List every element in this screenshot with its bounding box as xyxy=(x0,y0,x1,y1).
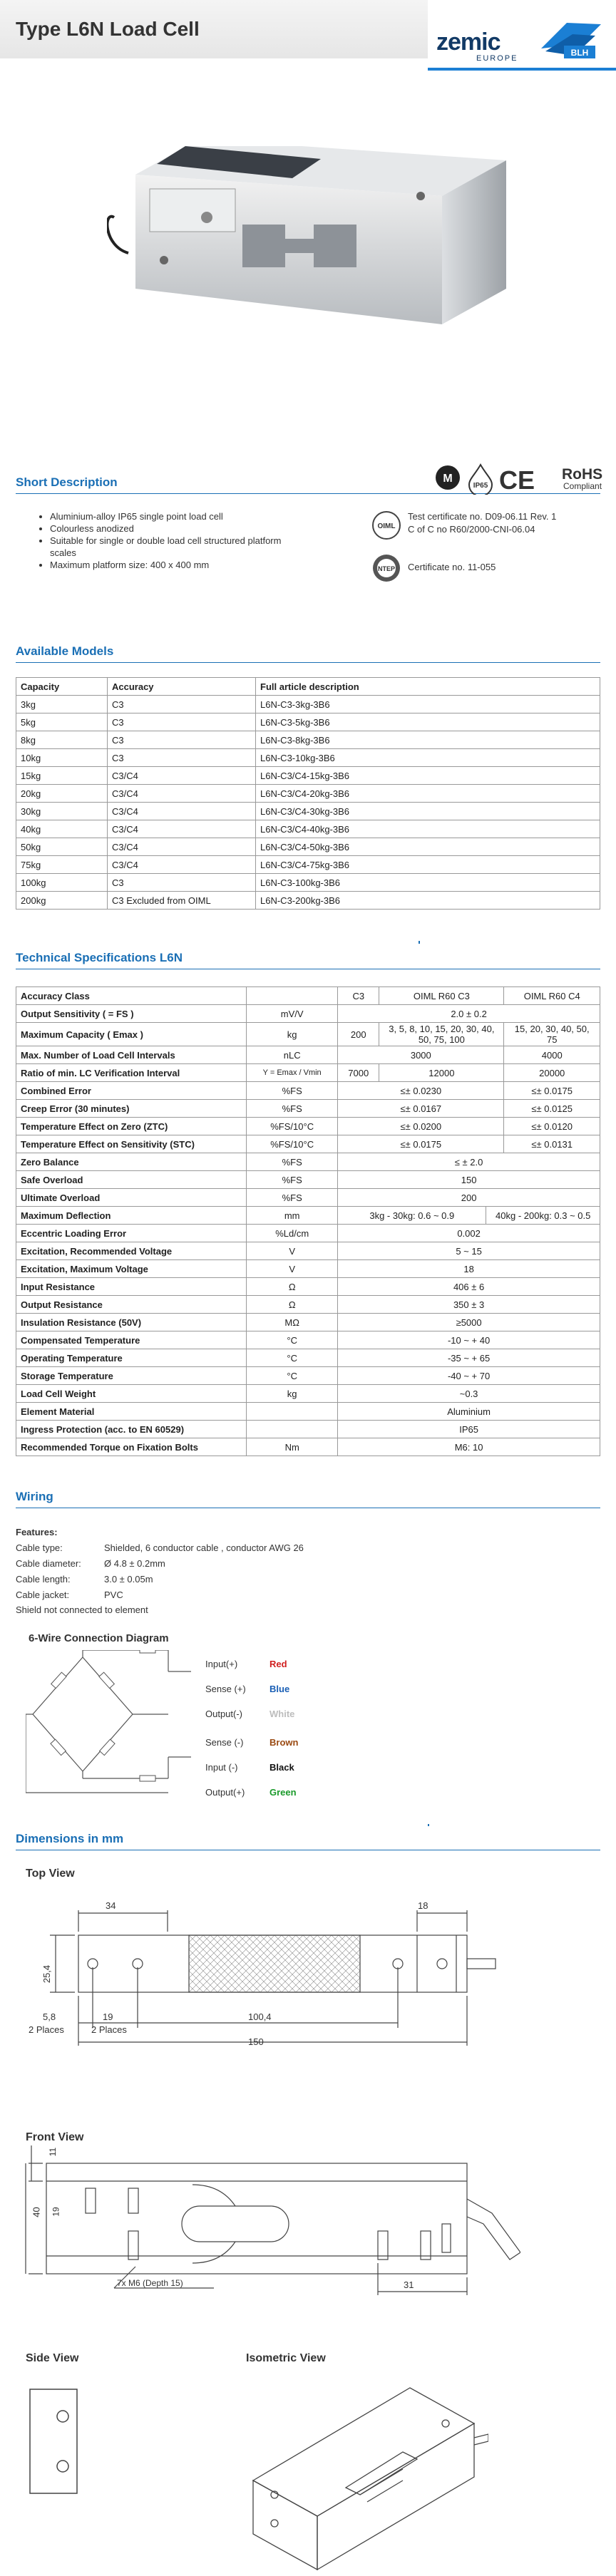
spec-unit: V xyxy=(247,1242,338,1260)
spec-value: 0.002 xyxy=(338,1225,600,1242)
feature-key: Cable type: xyxy=(16,1542,63,1553)
spec-unit: °C xyxy=(247,1331,338,1349)
wire-color: Black xyxy=(270,1762,294,1773)
spec-value: 7000 xyxy=(338,1064,379,1082)
spec-value: 3, 5, 8, 10, 15, 20, 30, 40, 50, 75, 100 xyxy=(379,1023,504,1046)
spec-value: -35 ~ + 65 xyxy=(338,1349,600,1367)
table-row xyxy=(16,1100,600,1118)
spec-value: ≤± 0.0125 xyxy=(504,1100,600,1118)
spec-label: Temperature Effect on Zero (ZTC) xyxy=(16,1118,247,1135)
table-row xyxy=(16,1421,600,1438)
page-header xyxy=(0,0,616,71)
spec-label: Compensated Temperature xyxy=(16,1331,247,1349)
feature-value: Shielded, 6 conductor cable , conductor AWG 26 xyxy=(104,1542,304,1553)
spec-unit: %FS xyxy=(247,1189,338,1207)
spec-value: ≤± 0.0200 xyxy=(338,1118,504,1135)
test-certificate: Test certificate no. D09-06.11 Rev. 1 xyxy=(408,511,557,522)
rohs-icon: RoHS xyxy=(562,466,603,483)
short-description-heading: Short Description xyxy=(16,475,118,489)
table-row xyxy=(16,838,600,856)
feature-value: PVC xyxy=(104,1590,123,1600)
brand-logo-sub: EUROPE xyxy=(476,54,518,63)
spec-unit: °C xyxy=(247,1367,338,1385)
table-row xyxy=(16,856,600,874)
models-table-body xyxy=(16,696,600,910)
table-row xyxy=(16,1118,600,1135)
spec-value: ≤ ± 2.0 xyxy=(338,1153,600,1171)
table-cell: 100kg xyxy=(16,874,108,892)
spec-label: Combined Error xyxy=(16,1082,247,1100)
spec-value: ≤± 0.0120 xyxy=(504,1118,600,1135)
spec-label: Safe Overload xyxy=(16,1171,247,1189)
table-row xyxy=(16,1171,600,1189)
page-title: Type L6N Load Cell xyxy=(16,18,200,40)
spec-label: Excitation, Maximum Voltage xyxy=(16,1260,247,1278)
table-row xyxy=(16,749,600,767)
table-cell: C3 xyxy=(108,696,256,713)
table-row xyxy=(16,785,600,803)
dimensions-heading: Dimensions in mm xyxy=(16,1832,124,1845)
wire-color: Green xyxy=(270,1787,297,1798)
dim-18: 18 xyxy=(418,1900,428,1911)
wire-color: Blue xyxy=(270,1684,290,1694)
spec-label: Zero Balance xyxy=(16,1153,247,1171)
table-row xyxy=(16,767,600,785)
spec-label: Load Cell Weight xyxy=(16,1385,247,1403)
table-row xyxy=(16,1189,600,1207)
table-row xyxy=(16,1082,600,1100)
brand-logo: zemic xyxy=(436,29,500,56)
table-row xyxy=(16,1296,600,1314)
table-row xyxy=(16,1331,600,1349)
side-view-drawing xyxy=(29,2388,78,2495)
spec-value: 5 ~ 15 xyxy=(338,1242,600,1260)
spec-unit: %FS/10°C xyxy=(247,1135,338,1153)
spec-value: 3kg - 30kg: 0.6 ~ 0.9 xyxy=(338,1207,486,1225)
decorative-dot xyxy=(419,941,420,944)
spec-label: Input Resistance xyxy=(16,1278,247,1296)
available-models-heading: Available Models xyxy=(16,644,114,658)
spec-value: 200 xyxy=(338,1189,600,1207)
list-item: • Suitable for single or double load cell structured platform scales xyxy=(50,535,285,559)
spec-value: OIML R60 C4 xyxy=(504,987,600,1005)
wire-color: Brown xyxy=(270,1737,299,1748)
dim-11: 11 xyxy=(48,2147,58,2157)
spec-value: ≤± 0.0131 xyxy=(504,1135,600,1153)
dim-19: 19 xyxy=(103,2011,113,2022)
table-cell: C3/C4 xyxy=(108,785,256,803)
table-row xyxy=(16,820,600,838)
oiml-badge-text: OIML xyxy=(377,522,396,530)
table-cell: 20kg xyxy=(16,785,108,803)
certification-icons xyxy=(433,462,612,495)
side-view-heading: Side View xyxy=(26,2352,79,2364)
table-cell: C3 xyxy=(108,731,256,749)
m-mark-icon: M xyxy=(443,473,453,485)
dim-19-front: 19 xyxy=(51,2207,61,2217)
table-cell: 200kg xyxy=(16,892,108,910)
wire-name: Output(-) xyxy=(205,1709,243,1719)
ntep-badge-text: NTEP xyxy=(377,565,396,572)
spec-unit xyxy=(247,1403,338,1421)
diagram-title: 6-Wire Connection Diagram xyxy=(29,1632,169,1644)
spec-label: Ratio of min. LC Verification Interval xyxy=(16,1064,247,1082)
spec-unit: %FS xyxy=(247,1082,338,1100)
table-cell: C3 xyxy=(108,713,256,731)
ntep-badge-icon xyxy=(371,552,402,584)
wiring-heading: Wiring xyxy=(16,1490,53,1503)
table-cell: L6N-C3/C4-15kg-3B6 xyxy=(256,767,600,785)
table-cell: 5kg xyxy=(16,713,108,731)
ip65-icon: IP65 xyxy=(473,482,488,490)
spec-unit: mV/V xyxy=(247,1005,338,1023)
spec-label: Max. Number of Load Cell Intervals xyxy=(16,1046,247,1064)
table-cell: L6N-C3-10kg-3B6 xyxy=(256,749,600,767)
spec-value: 4000 xyxy=(504,1046,600,1064)
spec-value: 3000 xyxy=(338,1046,504,1064)
spec-unit: Y = Emax / Vmin xyxy=(247,1064,338,1082)
table-row xyxy=(16,1260,600,1278)
table-cell: L6N-C3/C4-40kg-3B6 xyxy=(256,820,600,838)
bridge-diagram xyxy=(26,1650,204,1807)
column-header: Capacity xyxy=(16,678,108,696)
table-cell: C3/C4 xyxy=(108,767,256,785)
spec-label: Ultimate Overload xyxy=(16,1189,247,1207)
spec-label: Operating Temperature xyxy=(16,1349,247,1367)
spec-value: 406 ± 6 xyxy=(338,1278,600,1296)
table-row xyxy=(16,1367,600,1385)
table-cell: C3 xyxy=(108,749,256,767)
spec-value: 350 ± 3 xyxy=(338,1296,600,1314)
dim-34: 34 xyxy=(106,1900,116,1911)
table-row xyxy=(16,1153,600,1171)
table-cell: 10kg xyxy=(16,749,108,767)
spec-unit: %Ld/cm xyxy=(247,1225,338,1242)
table-header-row xyxy=(16,678,600,696)
spec-unit xyxy=(247,1421,338,1438)
spec-value: M6: 10 xyxy=(338,1438,600,1456)
dim-25-4: 25,4 xyxy=(41,1964,53,1984)
isometric-view-drawing xyxy=(246,2381,488,2573)
spec-unit: Ω xyxy=(247,1296,338,1314)
table-row xyxy=(16,713,600,731)
specifications-table-body xyxy=(16,987,600,1225)
table-row xyxy=(16,1046,600,1064)
table-cell: 30kg xyxy=(16,803,108,820)
table-row xyxy=(16,987,600,1005)
spec-label: Eccentric Loading Error xyxy=(16,1225,247,1242)
table-row xyxy=(16,696,600,713)
dim-places-2: 2 Places xyxy=(91,2024,127,2035)
table-row xyxy=(16,1314,600,1331)
logo-badge-text: BLH xyxy=(570,48,589,58)
spec-value: ≤± 0.0167 xyxy=(338,1100,504,1118)
spec-label: Recommended Torque on Fixation Bolts xyxy=(16,1438,247,1456)
wire-name: Output(+) xyxy=(205,1787,245,1798)
wire-name: Input(+) xyxy=(205,1659,238,1669)
spec-label: Creep Error (30 minutes) xyxy=(16,1100,247,1118)
dim-40: 40 xyxy=(31,2207,42,2217)
spec-unit: %FS xyxy=(247,1171,338,1189)
spec-unit xyxy=(247,987,338,1005)
spec-label: Storage Temperature xyxy=(16,1367,247,1385)
spec-value: C3 xyxy=(338,987,379,1005)
spec-value: 20000 xyxy=(504,1064,600,1082)
feature-value: Ø 4.8 ± 0.2mm xyxy=(104,1558,165,1569)
feature-key: Cable diameter: xyxy=(16,1558,81,1569)
table-row xyxy=(16,1023,600,1046)
table-cell: 3kg xyxy=(16,696,108,713)
spec-unit: %FS xyxy=(247,1100,338,1118)
spec-unit: nLC xyxy=(247,1046,338,1064)
wire-name: Input (-) xyxy=(205,1762,238,1773)
table-row xyxy=(16,1242,600,1260)
ce-mark-icon: CE xyxy=(499,465,535,495)
top-view-drawing xyxy=(21,1896,520,2067)
wire-color: White xyxy=(270,1709,295,1719)
spec-label: Maximum Deflection xyxy=(16,1207,247,1225)
spec-unit: %FS/10°C xyxy=(247,1118,338,1135)
hole-spec: 7x M6 (Depth 15) xyxy=(117,2278,183,2288)
table-row xyxy=(16,1385,600,1403)
table-cell: C3 Excluded from OIML xyxy=(108,892,256,910)
table-cell: 50kg xyxy=(16,838,108,856)
front-view-drawing xyxy=(21,2145,520,2309)
section-divider xyxy=(16,662,600,663)
table-cell: L6N-C3-8kg-3B6 xyxy=(256,731,600,749)
table-cell: 75kg xyxy=(16,856,108,874)
spec-value: ≤± 0.0230 xyxy=(338,1082,504,1100)
spec-unit: Nm xyxy=(247,1438,338,1456)
spec-value: -40 ~ + 70 xyxy=(338,1367,600,1385)
spec-label: Element Material xyxy=(16,1403,247,1421)
spec-value: ≤± 0.0175 xyxy=(504,1082,600,1100)
spec-label: Maximum Capacity ( Emax ) xyxy=(16,1023,247,1046)
table-row xyxy=(16,803,600,820)
features-label: Features: xyxy=(16,1527,58,1537)
spec-unit: MΩ xyxy=(247,1314,338,1331)
wire-name: Sense (+) xyxy=(205,1684,246,1694)
spec-value: 2.0 ± 0.2 xyxy=(338,1005,600,1023)
table-row xyxy=(16,1225,600,1242)
spec-label: Accuracy Class xyxy=(16,987,247,1005)
list-item: • Colourless anodized xyxy=(50,522,337,535)
spec-value: -10 ~ + 40 xyxy=(338,1331,600,1349)
oiml-badge-icon xyxy=(371,510,402,541)
table-row xyxy=(16,1438,600,1456)
spec-value: 15, 20, 30, 40, 50, 75 xyxy=(504,1023,600,1046)
table-cell: 8kg xyxy=(16,731,108,749)
table-cell: L6N-C3-100kg-3B6 xyxy=(256,874,600,892)
table-row xyxy=(16,1064,600,1082)
spec-value: ≤± 0.0175 xyxy=(338,1135,504,1153)
models-table xyxy=(16,677,600,910)
spec-unit: kg xyxy=(247,1385,338,1403)
feature-value: 3.0 ± 0.05m xyxy=(104,1574,153,1585)
table-row xyxy=(16,1403,600,1421)
load-cell-photo xyxy=(107,146,535,353)
list-item: • Maximum platform size: 400 x 400 mm xyxy=(50,559,337,571)
table-cell: C3/C4 xyxy=(108,856,256,874)
rohs-sub-text: Compliant xyxy=(563,481,602,491)
spec-value: 18 xyxy=(338,1260,600,1278)
table-cell: 40kg xyxy=(16,820,108,838)
table-cell: C3/C4 xyxy=(108,838,256,856)
spec-unit: °C xyxy=(247,1349,338,1367)
table-row xyxy=(16,1005,600,1023)
table-row xyxy=(16,1135,600,1153)
dim-150: 150 xyxy=(248,2036,264,2047)
table-cell: L6N-C3/C4-75kg-3B6 xyxy=(256,856,600,874)
spec-label: Ingress Protection (acc. to EN 60529) xyxy=(16,1421,247,1438)
wire-color: Red xyxy=(270,1659,287,1669)
dim-100-4: 100,4 xyxy=(248,2011,272,2022)
dim-places-1: 2 Places xyxy=(29,2024,64,2035)
table-cell: L6N-C3/C4-50kg-3B6 xyxy=(256,838,600,856)
table-row xyxy=(16,874,600,892)
spec-value: ≥5000 xyxy=(338,1314,600,1331)
table-cell: 15kg xyxy=(16,767,108,785)
table-cell: C3/C4 xyxy=(108,803,256,820)
specifications-heading: Technical Specifications L6N xyxy=(16,951,183,964)
table-cell: L6N-C3-5kg-3B6 xyxy=(256,713,600,731)
wire-name: Sense (-) xyxy=(205,1737,244,1748)
dim-5-8: 5,8 xyxy=(43,2011,56,2022)
short-description-list xyxy=(37,510,337,571)
spec-label: Insulation Resistance (50V) xyxy=(16,1314,247,1331)
table-row xyxy=(16,892,600,910)
spec-label: Output Resistance xyxy=(16,1296,247,1314)
spec-value: IP65 xyxy=(338,1421,600,1438)
spec-value: ~0.3 xyxy=(338,1385,600,1403)
table-cell: C3 xyxy=(108,874,256,892)
spec-value: 150 xyxy=(338,1171,600,1189)
spec-label: Output Sensitivity ( = FS ) xyxy=(16,1005,247,1023)
table-cell: L6N-C3-200kg-3B6 xyxy=(256,892,600,910)
spec-label: Temperature Effect on Sensitivity (STC) xyxy=(16,1135,247,1153)
spec-label: Excitation, Recommended Voltage xyxy=(16,1242,247,1260)
table-row xyxy=(16,1207,600,1225)
table-cell: L6N-C3/C4-30kg-3B6 xyxy=(256,803,600,820)
table-cell: C3/C4 xyxy=(108,820,256,838)
list-item: • Aluminium-alloy IP65 single point load cell xyxy=(50,510,337,522)
table-cell: L6N-C3/C4-20kg-3B6 xyxy=(256,785,600,803)
isometric-view-heading: Isometric View xyxy=(246,2352,326,2364)
header-accent-line xyxy=(428,68,616,71)
top-view-heading: Top View xyxy=(26,1867,75,1880)
feature-key: Cable jacket: xyxy=(16,1590,70,1600)
spec-unit: mm xyxy=(247,1207,338,1225)
spec-value: 12000 xyxy=(379,1064,504,1082)
table-row xyxy=(16,731,600,749)
table-cell: L6N-C3-3kg-3B6 xyxy=(256,696,600,713)
spec-value: OIML R60 C3 xyxy=(379,987,504,1005)
decorative-dot xyxy=(428,1824,429,1826)
spec-value: 40kg - 200kg: 0.3 ~ 0.5 xyxy=(486,1207,600,1225)
table-row xyxy=(16,1349,600,1367)
certification-icons-graphic xyxy=(433,462,612,495)
shield-note: Shield not connected to element xyxy=(16,1604,148,1615)
spec-unit: Ω xyxy=(247,1278,338,1296)
front-view-heading: Front View xyxy=(26,2131,84,2143)
ntep-certificate: Certificate no. 11-055 xyxy=(408,562,496,572)
specifications-table-body-2 xyxy=(16,1225,600,1456)
specifications-table xyxy=(16,986,600,1456)
logo-emblem-icon xyxy=(538,20,604,64)
feature-key: Cable length: xyxy=(16,1574,71,1585)
spec-unit: V xyxy=(247,1260,338,1278)
coc-certificate: C of C no R60/2000-CNI-06.04 xyxy=(408,524,535,535)
spec-unit: kg xyxy=(247,1023,338,1046)
dim-31: 31 xyxy=(404,2279,414,2290)
column-header: Full article description xyxy=(256,678,600,696)
spec-unit: %FS xyxy=(247,1153,338,1171)
spec-value: 200 xyxy=(338,1023,379,1046)
column-header: Accuracy xyxy=(108,678,256,696)
spec-value: Aluminium xyxy=(338,1403,600,1421)
table-row xyxy=(16,1278,600,1296)
